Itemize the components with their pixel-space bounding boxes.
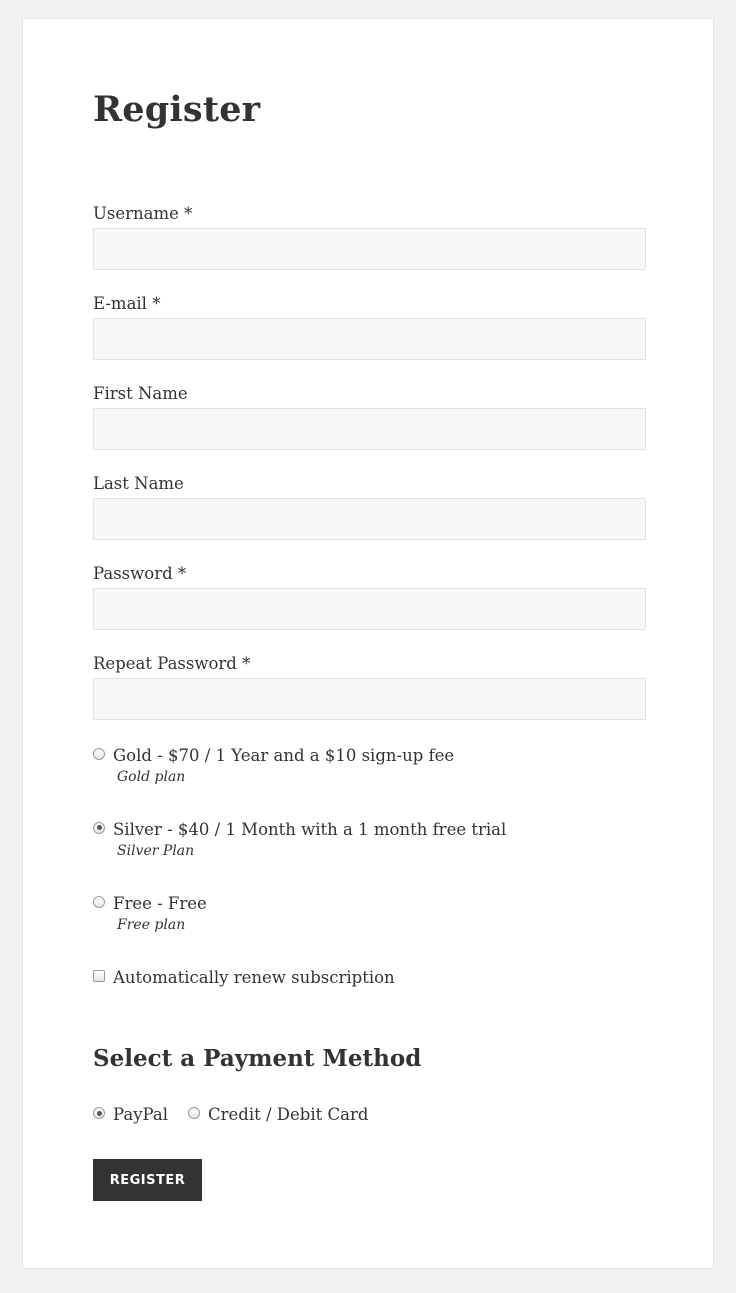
register-button[interactable]: REGISTER bbox=[93, 1159, 202, 1201]
first-name-input[interactable] bbox=[93, 408, 646, 450]
password-input[interactable] bbox=[93, 588, 646, 630]
paypal-label: PayPal bbox=[113, 1105, 168, 1124]
payment-method-options bbox=[93, 1105, 388, 1124]
repeat-password-label: Repeat Password * bbox=[93, 654, 251, 673]
username-field-group bbox=[93, 204, 646, 270]
plan-gold-radio[interactable] bbox=[93, 748, 105, 760]
username-input[interactable] bbox=[93, 228, 646, 270]
plan-silver-radio[interactable] bbox=[93, 822, 105, 834]
payment-method-heading: Select a Payment Method bbox=[93, 1045, 422, 1072]
payment-option-paypal[interactable] bbox=[93, 1105, 168, 1124]
register-card bbox=[22, 18, 714, 1269]
email-field-group bbox=[93, 294, 646, 360]
plan-free-description: Free plan bbox=[117, 917, 186, 933]
password-label: Password * bbox=[93, 564, 187, 583]
first-name-field-group bbox=[93, 384, 646, 450]
auto-renew-label: Automatically renew subscription bbox=[113, 967, 395, 987]
auto-renew-option[interactable] bbox=[93, 966, 646, 988]
card-label: Credit / Debit Card bbox=[208, 1105, 369, 1124]
email-input[interactable] bbox=[93, 318, 646, 360]
plan-option-silver[interactable] bbox=[93, 818, 646, 859]
last-name-input[interactable] bbox=[93, 498, 646, 540]
plan-free-label: Free - Free bbox=[113, 893, 207, 913]
first-name-label: First Name bbox=[93, 384, 188, 403]
auto-renew-checkbox[interactable] bbox=[93, 970, 105, 982]
last-name-field-group bbox=[93, 474, 646, 540]
plan-gold-description: Gold plan bbox=[117, 769, 186, 785]
plan-silver-label: Silver - $40 / 1 Month with a 1 month free trial bbox=[113, 819, 507, 839]
plan-option-gold[interactable] bbox=[93, 744, 646, 785]
password-field-group bbox=[93, 564, 646, 630]
repeat-password-input[interactable] bbox=[93, 678, 646, 720]
plan-gold-label: Gold - $70 / 1 Year and a $10 sign-up fee bbox=[113, 745, 455, 765]
card-radio[interactable] bbox=[188, 1107, 200, 1119]
last-name-label: Last Name bbox=[93, 474, 184, 493]
payment-option-card[interactable] bbox=[188, 1105, 368, 1124]
repeat-password-field-group bbox=[93, 654, 646, 720]
plan-free-radio[interactable] bbox=[93, 896, 105, 908]
username-label: Username * bbox=[93, 204, 193, 223]
email-label: E-mail * bbox=[93, 294, 161, 313]
plan-silver-description: Silver Plan bbox=[117, 843, 195, 859]
paypal-radio[interactable] bbox=[93, 1107, 105, 1119]
page-title: Register bbox=[93, 89, 261, 130]
plan-option-free[interactable] bbox=[93, 892, 646, 933]
